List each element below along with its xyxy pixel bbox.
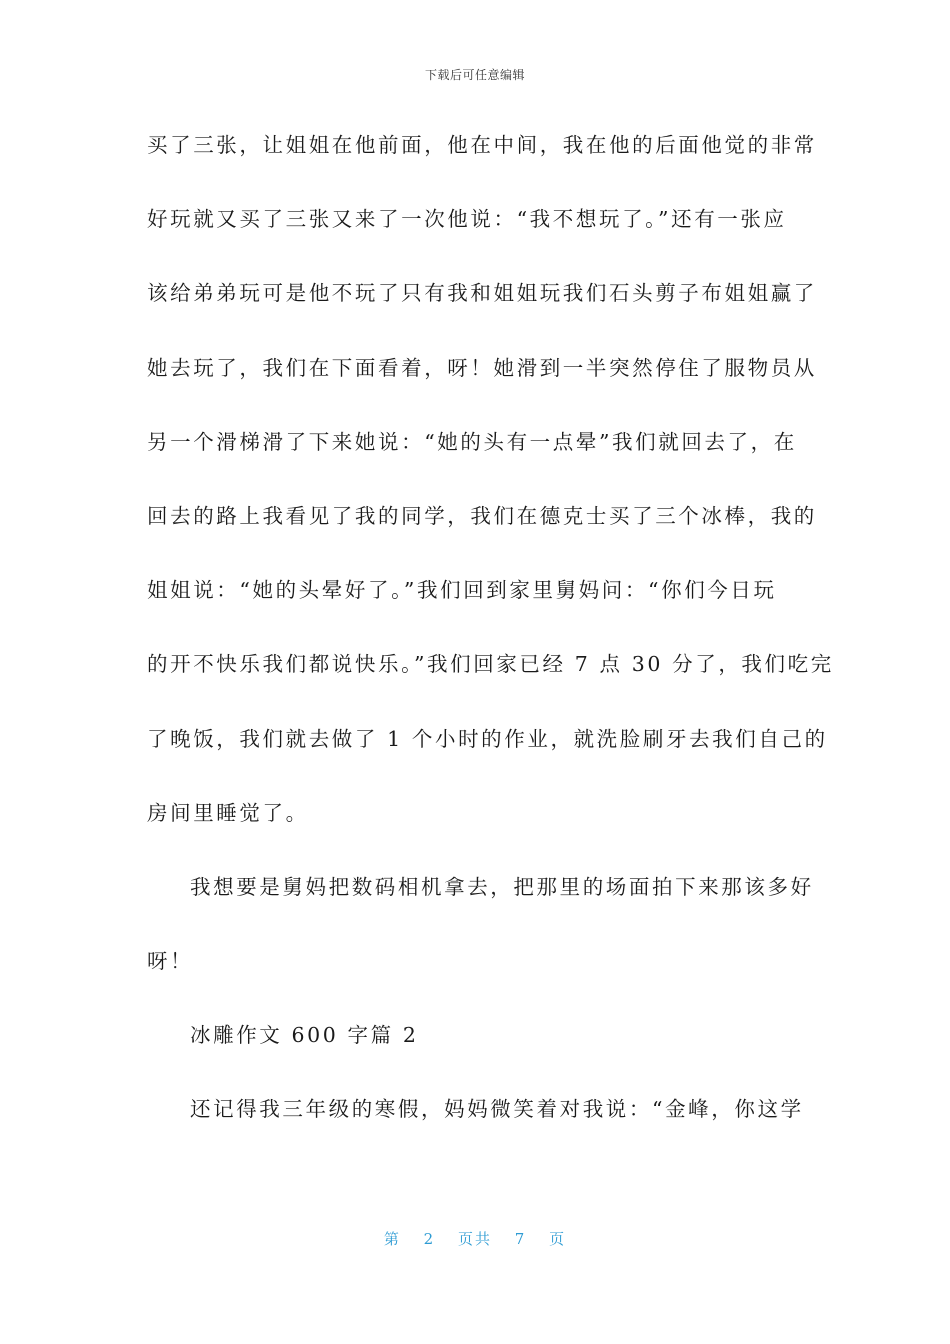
text-line: 回去的路上我看见了我的同学，我们在德克士买了三个冰棒，我的 bbox=[147, 503, 817, 528]
text-line: 买了三张，让姐姐在他前面，他在中间，我在他的后面他觉的非常 bbox=[147, 133, 817, 157]
footer-suffix: 页 bbox=[549, 1230, 567, 1248]
text-line: 呀！ bbox=[147, 949, 194, 974]
text-line: 我想要是舅妈把数码相机拿去，把那里的场面拍下来那该多好 bbox=[190, 874, 814, 899]
text-line: 还记得我三年级的寒假，妈妈微笑着对我说：“金峰，你这学 bbox=[190, 1097, 804, 1122]
text-line: 姐姐说：“她的头晕好了。”我们回到家里舅妈问：“你们今日玩 bbox=[147, 578, 777, 603]
text-line: 的开不快乐我们都说快乐。”我们回家已经 7 点 30 分了，我们吃完 bbox=[147, 652, 834, 677]
text-line: 另一个滑梯滑了下来她说：“她的头有一点晕”我们就回去了，在 bbox=[147, 429, 797, 454]
page-header: 下载后可任意编辑 bbox=[424, 68, 525, 82]
text-line: 了晚饭，我们就去做了 1 个小时的作业，就洗脸刷牙去我们自己的 bbox=[147, 726, 828, 751]
page-footer bbox=[0, 1228, 950, 1249]
footer-page-number: 2 bbox=[423, 1230, 436, 1248]
section-heading: 冰雕作文 600 字篇 2 bbox=[190, 1023, 419, 1048]
footer-total-pages: 7 bbox=[514, 1230, 527, 1248]
text-line: 房间里睡觉了。 bbox=[147, 800, 309, 825]
text-line: 该给弟弟玩可是他不玩了只有我和姐姐玩我们石头剪子布姐姐赢了 bbox=[147, 281, 817, 306]
footer-prefix: 第 bbox=[383, 1230, 401, 1248]
footer-middle: 页共 bbox=[457, 1230, 492, 1248]
text-line: 她去玩了，我们在下面看着，呀！她滑到一半突然停住了服物员从 bbox=[147, 355, 817, 380]
text-line: 好玩就又买了三张又来了一次他说：“我不想玩了。”还有一张应 bbox=[147, 207, 787, 232]
document-body bbox=[147, 124, 834, 1163]
